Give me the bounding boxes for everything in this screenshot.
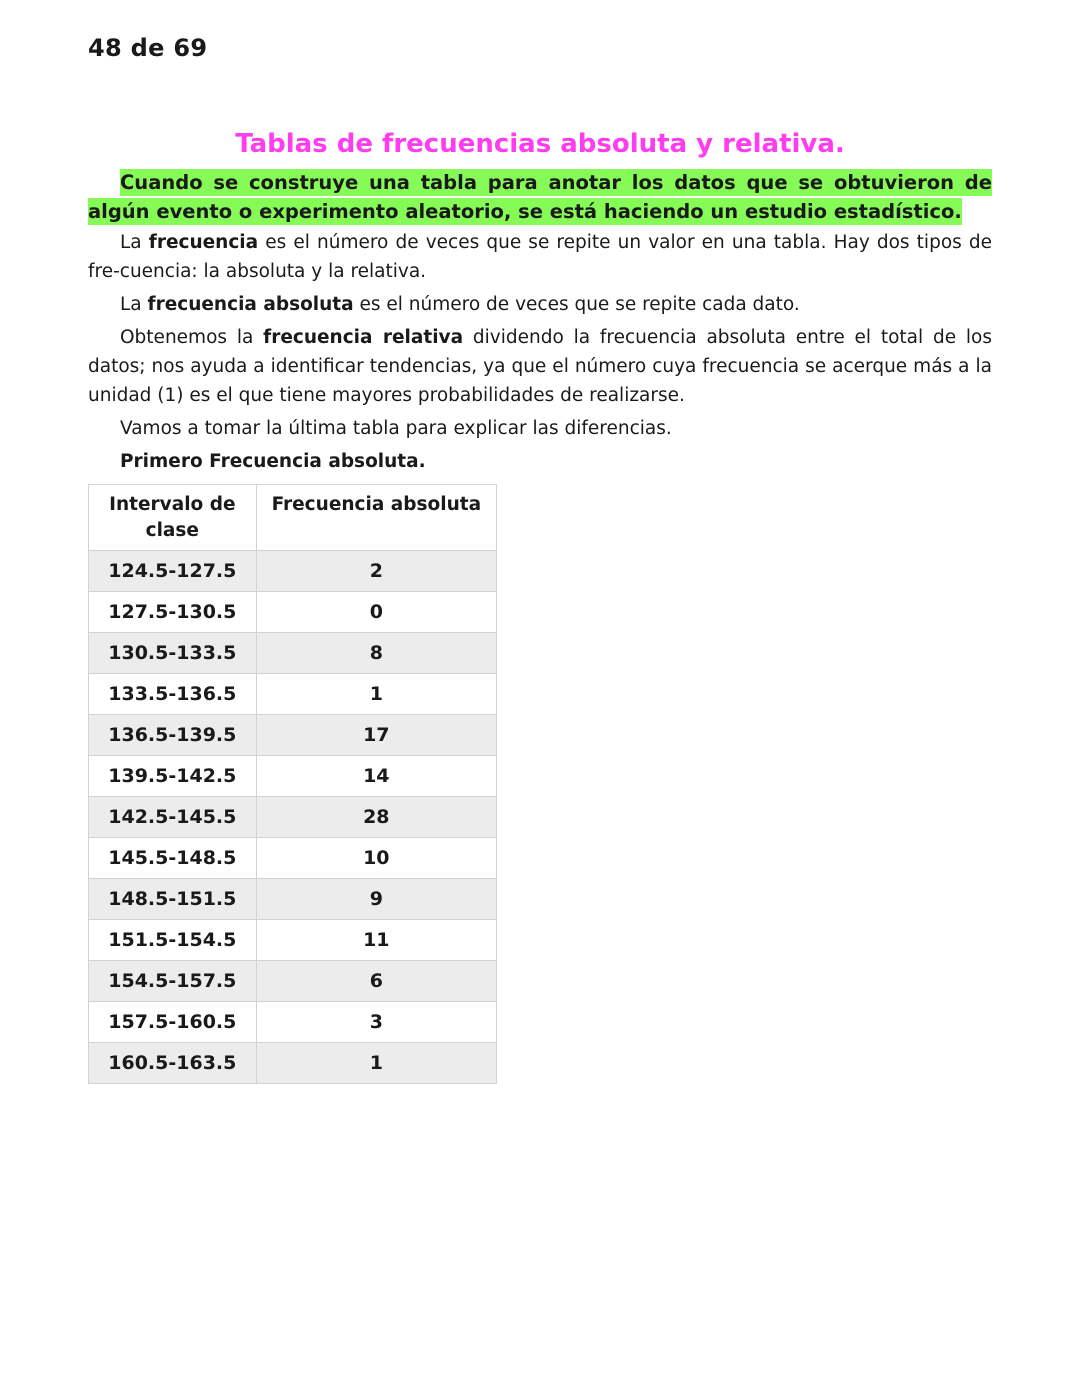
paragraph-frecuencia: La frecuencia es el número de veces que se repite un valor en una tabla. Hay dos tipos de fre-cuencia: la absoluta y la relativa. [88, 232, 993, 282]
table-row [89, 879, 497, 920]
interval-cell: 145.5-148.5 [89, 838, 257, 879]
paragraph-frecuencia-relativa: Obtenemos la frecuencia relativa dividendo la frecuencia absoluta entre el total de los datos; nos ayuda a identificar tendencias, ya que el número cuya frecuencia se acerque más a la unidad (1) es el que tiene mayores probabilidades de realizarse. [88, 327, 993, 406]
table-row [89, 920, 497, 961]
interval-cell: 157.5-160.5 [89, 1002, 257, 1043]
frequency-table [88, 484, 497, 1084]
table-row [89, 838, 497, 879]
table-row [89, 592, 497, 633]
interval-cell: 130.5-133.5 [89, 633, 257, 674]
table-row [89, 551, 497, 592]
table-row [89, 715, 497, 756]
interval-cell: 127.5-130.5 [89, 592, 257, 633]
table-header-row [89, 485, 497, 551]
table-row [89, 633, 497, 674]
column-header-interval: Intervalo de clase [89, 485, 257, 551]
paragraph-intro-table: Vamos a tomar la última tabla para explicar las diferencias. [120, 418, 672, 439]
interval-cell: 133.5-136.5 [89, 674, 257, 715]
table-row [89, 674, 497, 715]
frequency-cell: 9 [256, 879, 496, 920]
frequency-cell: 14 [256, 756, 496, 797]
interval-cell: 136.5-139.5 [89, 715, 257, 756]
interval-cell: 160.5-163.5 [89, 1043, 257, 1084]
page-counter: 48 de 69 [88, 34, 208, 62]
frequency-cell: 1 [256, 674, 496, 715]
term-frecuencia: frecuencia [148, 232, 259, 253]
interval-cell: 151.5-154.5 [89, 920, 257, 961]
page-title: Tablas de frecuencias absoluta y relativa. [235, 129, 845, 159]
term-frecuencia-absoluta: frecuencia absoluta [147, 294, 354, 315]
term-frecuencia-relativa: frecuencia relativa [263, 327, 464, 348]
interval-cell: 154.5-157.5 [89, 961, 257, 1002]
paragraph-frecuencia-absoluta: La frecuencia absoluta es el número de veces que se repite cada dato. [120, 294, 800, 315]
table-row [89, 1043, 497, 1084]
frequency-cell: 28 [256, 797, 496, 838]
frequency-cell: 2 [256, 551, 496, 592]
interval-cell: 139.5-142.5 [89, 756, 257, 797]
document-body [88, 128, 992, 1084]
frequency-cell: 11 [256, 920, 496, 961]
frequency-cell: 17 [256, 715, 496, 756]
frequency-cell: 8 [256, 633, 496, 674]
table-row [89, 961, 497, 1002]
table-row [89, 756, 497, 797]
frequency-cell: 1 [256, 1043, 496, 1084]
interval-cell: 124.5-127.5 [89, 551, 257, 592]
interval-cell: 148.5-151.5 [89, 879, 257, 920]
interval-cell: 142.5-145.5 [89, 797, 257, 838]
table-row [89, 1002, 497, 1043]
frequency-cell: 10 [256, 838, 496, 879]
frequency-cell: 3 [256, 1002, 496, 1043]
highlighted-lead-paragraph [88, 168, 992, 226]
column-header-frequency: Frecuencia absoluta [256, 485, 496, 551]
lead-highlight: Cuando se construye una tabla para anotar los datos que se obtuvieron de algún evento o experimento aleatorio, se está haciendo un estudio estadístico. [88, 171, 992, 223]
table-row [89, 797, 497, 838]
table-subheading: Primero Frecuencia absoluta. [120, 451, 426, 472]
frequency-cell: 0 [256, 592, 496, 633]
frequency-cell: 6 [256, 961, 496, 1002]
